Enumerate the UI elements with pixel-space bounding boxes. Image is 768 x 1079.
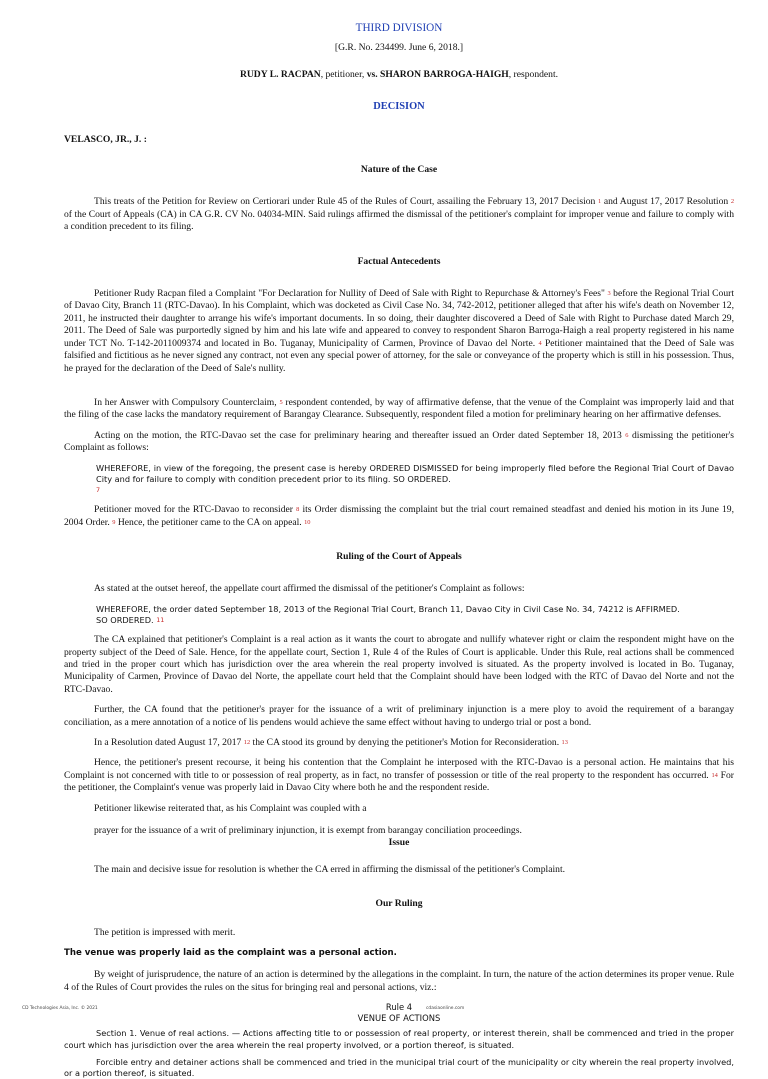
text: For the petitioner, the Complaint's venue was properly laid in Davao City where both he and the respondent reside. (64, 769, 735, 794)
paragraph-ruling-1: The petition is impressed with merit. (94, 926, 236, 938)
text: This treats of the Petition for Review on Certiorari under Rule 45 of the Rules of Court, assailing the February 13, 2017 Decision (94, 196, 598, 208)
paragraph-ca-3: Further, the CA found that the petitioner's prayer for the issuance of a writ of preliminary injunction is a mere ploy to avoid the requirement of a barangay conciliation, as a mere annotation of a notice of lis pendens would achieve the same effect without having to undergo trial or post a bond. (64, 704, 734, 728)
footnote-link-5[interactable]: 5 (279, 398, 283, 406)
petitioner-name: RUDY L. RACPAN (239, 68, 321, 80)
footnote-link-8[interactable]: 8 (296, 506, 300, 514)
text: In her Answer with Compulsory Counterclaim, (94, 396, 280, 408)
footnote-link-4[interactable]: 4 (538, 339, 542, 347)
text: Acting on the motion, the RTC-Davao set the case for preliminary hearing and thereafter issued an Order dated September 18, 2013 (94, 429, 626, 441)
paragraph-factual-1 (64, 288, 734, 375)
case-parties (64, 69, 734, 81)
rule-title: VENUE OF ACTIONS (357, 1013, 441, 1024)
rule-section-1: Section 1. Venue of real actions. — Actions affecting title to or possession of real property, or interest therein, shall be commenced and tried in the proper court which has jurisdiction over the area wherein the real property involved, or a portion thereof, is situated. (64, 1028, 734, 1050)
footnote-link-3[interactable]: 3 (607, 290, 611, 298)
petitioner-role: , petitioner, (320, 68, 367, 80)
respondent-role: , respondent. (508, 68, 559, 80)
text: Petitioner maintained that the Deed of Sale was falsified and fictitious as he never signed any contract, not even any special power of attorney, for the sale or conveyance of the property which is still in his possession. Thus, he prayed for the declaration of the Deed of Sale's nullity. (64, 337, 734, 374)
footnote-link-10[interactable]: 10 (304, 518, 311, 526)
section-title-ca-ruling: Ruling of the Court of Appeals (336, 550, 462, 562)
case-number: [G.R. No. 234499. June 6, 2018.] (334, 42, 464, 54)
text: before the Regional Trial Court of Davao City, Branch 11 (RTC-Davao). In his Complaint, which was docketed as Civil Case No. 34, 742-2012, petitioner alleged that after his wife's death on November 12, 2011, he instructed their daughter to arrange his wife's important documents. In so doing, their daughter discovered a Deed of Sale with Right to Purchase dated March 29, 2011. The Deed of Sale was purportedly signed by him and his late wife and appeared to convey to respondent Sharon Barroga-Haigh a real property registered in his name under TCT No. T-142-2011009374 and located in Bo. Tuganay, Municipality of Carmen, Province of Davao del Norte. (64, 288, 734, 349)
paragraph-nature (64, 196, 734, 233)
paragraph-ca-6: Petitioner likewise reiterated that, as his Complaint was coupled with a (94, 802, 367, 814)
rule-number: Rule 4 (385, 1002, 413, 1013)
footnote-link-13[interactable]: 13 (561, 739, 568, 747)
footer-copyright: CD Technologies Asia, Inc. © 2021 (22, 1006, 98, 1011)
respondent-name: SHARON BARROGA-HAIGH (377, 68, 509, 80)
paragraph-factual-3 (64, 430, 734, 455)
text: In a Resolution dated August 17, 2017 (94, 737, 244, 749)
text: Hence, the petitioner came to the CA on appeal. (115, 516, 305, 528)
text: of the Court of Appeals (CA) in CA G.R. CV No. 04034-MIN. Said rulings affirmed the dismissal of the petitioner's complaint for improper venue and failure to comply with a condition precedent to its filing. (64, 208, 734, 233)
text: WHEREFORE, in view of the foregoing, the present case is hereby ORDERED DISMISSED for being improperly filed before the Regional Trial Court of Davao City and for failure to comply with condition precedent prior to its filing. SO ORDERED. (96, 462, 734, 484)
footnote-link-1[interactable]: 1 (597, 198, 602, 206)
quote-ca-so-ordered (64, 615, 734, 626)
ponente: VELASCO, JR., J. : (64, 133, 147, 145)
footnote-link-9[interactable]: 9 (112, 518, 116, 526)
paragraph-ca-5 (64, 757, 734, 794)
paragraph-factual-4 (64, 504, 734, 529)
quote-rtc-order (64, 463, 734, 497)
paragraph-ca-1: As stated at the outset hereof, the appellate court affirmed the dismissal of the petitioner's Complaint as follows: (94, 583, 525, 595)
paragraph-ca-7: prayer for the issuance of a writ of preliminary injunction, it is exempt from barangay conciliation proceedings. (94, 825, 522, 837)
text: dismissing the petitioner's Complaint as follows: (64, 429, 734, 454)
text: SO ORDERED. (96, 614, 157, 625)
text: its Order dismissing the complaint but the trial court remained steadfast and denied his motion in its June 19, 2004 Order. (64, 504, 734, 528)
text: Petitioner moved for the RTC-Davao to reconsider (94, 504, 297, 516)
section-title-factual: Factual Antecedents (357, 255, 441, 267)
document-body (64, 22, 734, 1079)
division-heading[interactable]: THIRD DIVISION (355, 22, 443, 34)
text: Petitioner Rudy Racpan filed a Complaint "For Declaration for Nullity of Deed of Sale with Right to Repurchase & Attorney's Fees" (94, 288, 608, 300)
footnote-link-6[interactable]: 6 (625, 431, 629, 439)
decision-heading[interactable]: DECISION (373, 101, 425, 113)
footnote-link-11[interactable]: 11 (156, 615, 165, 624)
text: the CA stood its ground by denying the petitioner's Motion for Reconsideration. (250, 737, 562, 749)
section-title-our-ruling: Our Ruling (375, 898, 423, 910)
quote-ca-wherefore: WHEREFORE, the order dated September 18, 2013 of the Regional Trial Court, Branch 11, Davao City in Civil Case No. 34, 74212 is AFFIRMED. (96, 603, 680, 614)
text: and August 17, 2017 Resolution (601, 196, 731, 208)
footnote-link-12[interactable]: 12 (243, 739, 251, 747)
footnote-link-7[interactable]: 7 (96, 485, 101, 494)
rule-section-1b: Forcible entry and detainer actions shall be commenced and tried in the municipal trial court of the municipality or city wherein the real property involved, or a portion thereof, is situated. (64, 1056, 734, 1078)
text: respondent contended, by way of affirmative defense, that the venue of the Complaint was improperly laid and that the filing of the case lacks the mandatory requirement of Barangay Clearance. Subsequently, respondent filed a motion for preliminary hearing on her affirmative defenses. (64, 396, 734, 421)
section-title-issue: Issue (388, 837, 410, 849)
footer-site: cdasiaonline.com (426, 1006, 465, 1011)
paragraph-ruling-2: By weight of jurisprudence, the nature of an action is determined by the allegations in the complaint. In turn, the nature of the action determines its proper venue. Rule 4 of the Rules of Court provides the rules on the situs for bringing real and personal actions, viz.: (64, 969, 734, 993)
paragraph-ca-2: The CA explained that petitioner's Complaint is a real action as it wants the court to abrogate and nullify whatever right or claim the respondent might have on the property subject of the Deed of Sale. Hence, for the appellate court, Section 1, Rule 4 of the Rules of Court is applicable. Under this Rule, real actions shall be commenced and tried in the proper court which has jurisdiction over the area wherein the real property involved is situated. As the property involved is located in Bo. Tuganay, Municipality of Carmen, Province of Davao del Norte, the appellate court held that the Complaint should have been lodged with the RTC of Davao del Norte and not the RTC-Davao. (64, 634, 734, 695)
footnote-link-2[interactable]: 2 (730, 198, 735, 206)
footnote-link-14[interactable]: 14 (711, 771, 718, 779)
ruling-subheading: The venue was properly laid as the complaint was a personal action. (64, 948, 397, 959)
paragraph-issue: The main and decisive issue for resolution is whether the CA erred in affirming the dismissal of the petitioner's Complaint. (94, 863, 566, 875)
text: Hence, the petitioner's present recourse, it being his contention that the Complaint he interposed with the RTC-Davao is a personal action. He maintains that his Complaint is not concerned with title to or possession of real property, as in fact, no transfer of possession or title of the real property to the respondent has occurred. (64, 757, 734, 781)
paragraph-ca-4 (64, 737, 734, 749)
section-title-nature: Nature of the Case (360, 164, 438, 176)
versus: vs. (366, 68, 378, 80)
paragraph-factual-2 (64, 397, 734, 422)
